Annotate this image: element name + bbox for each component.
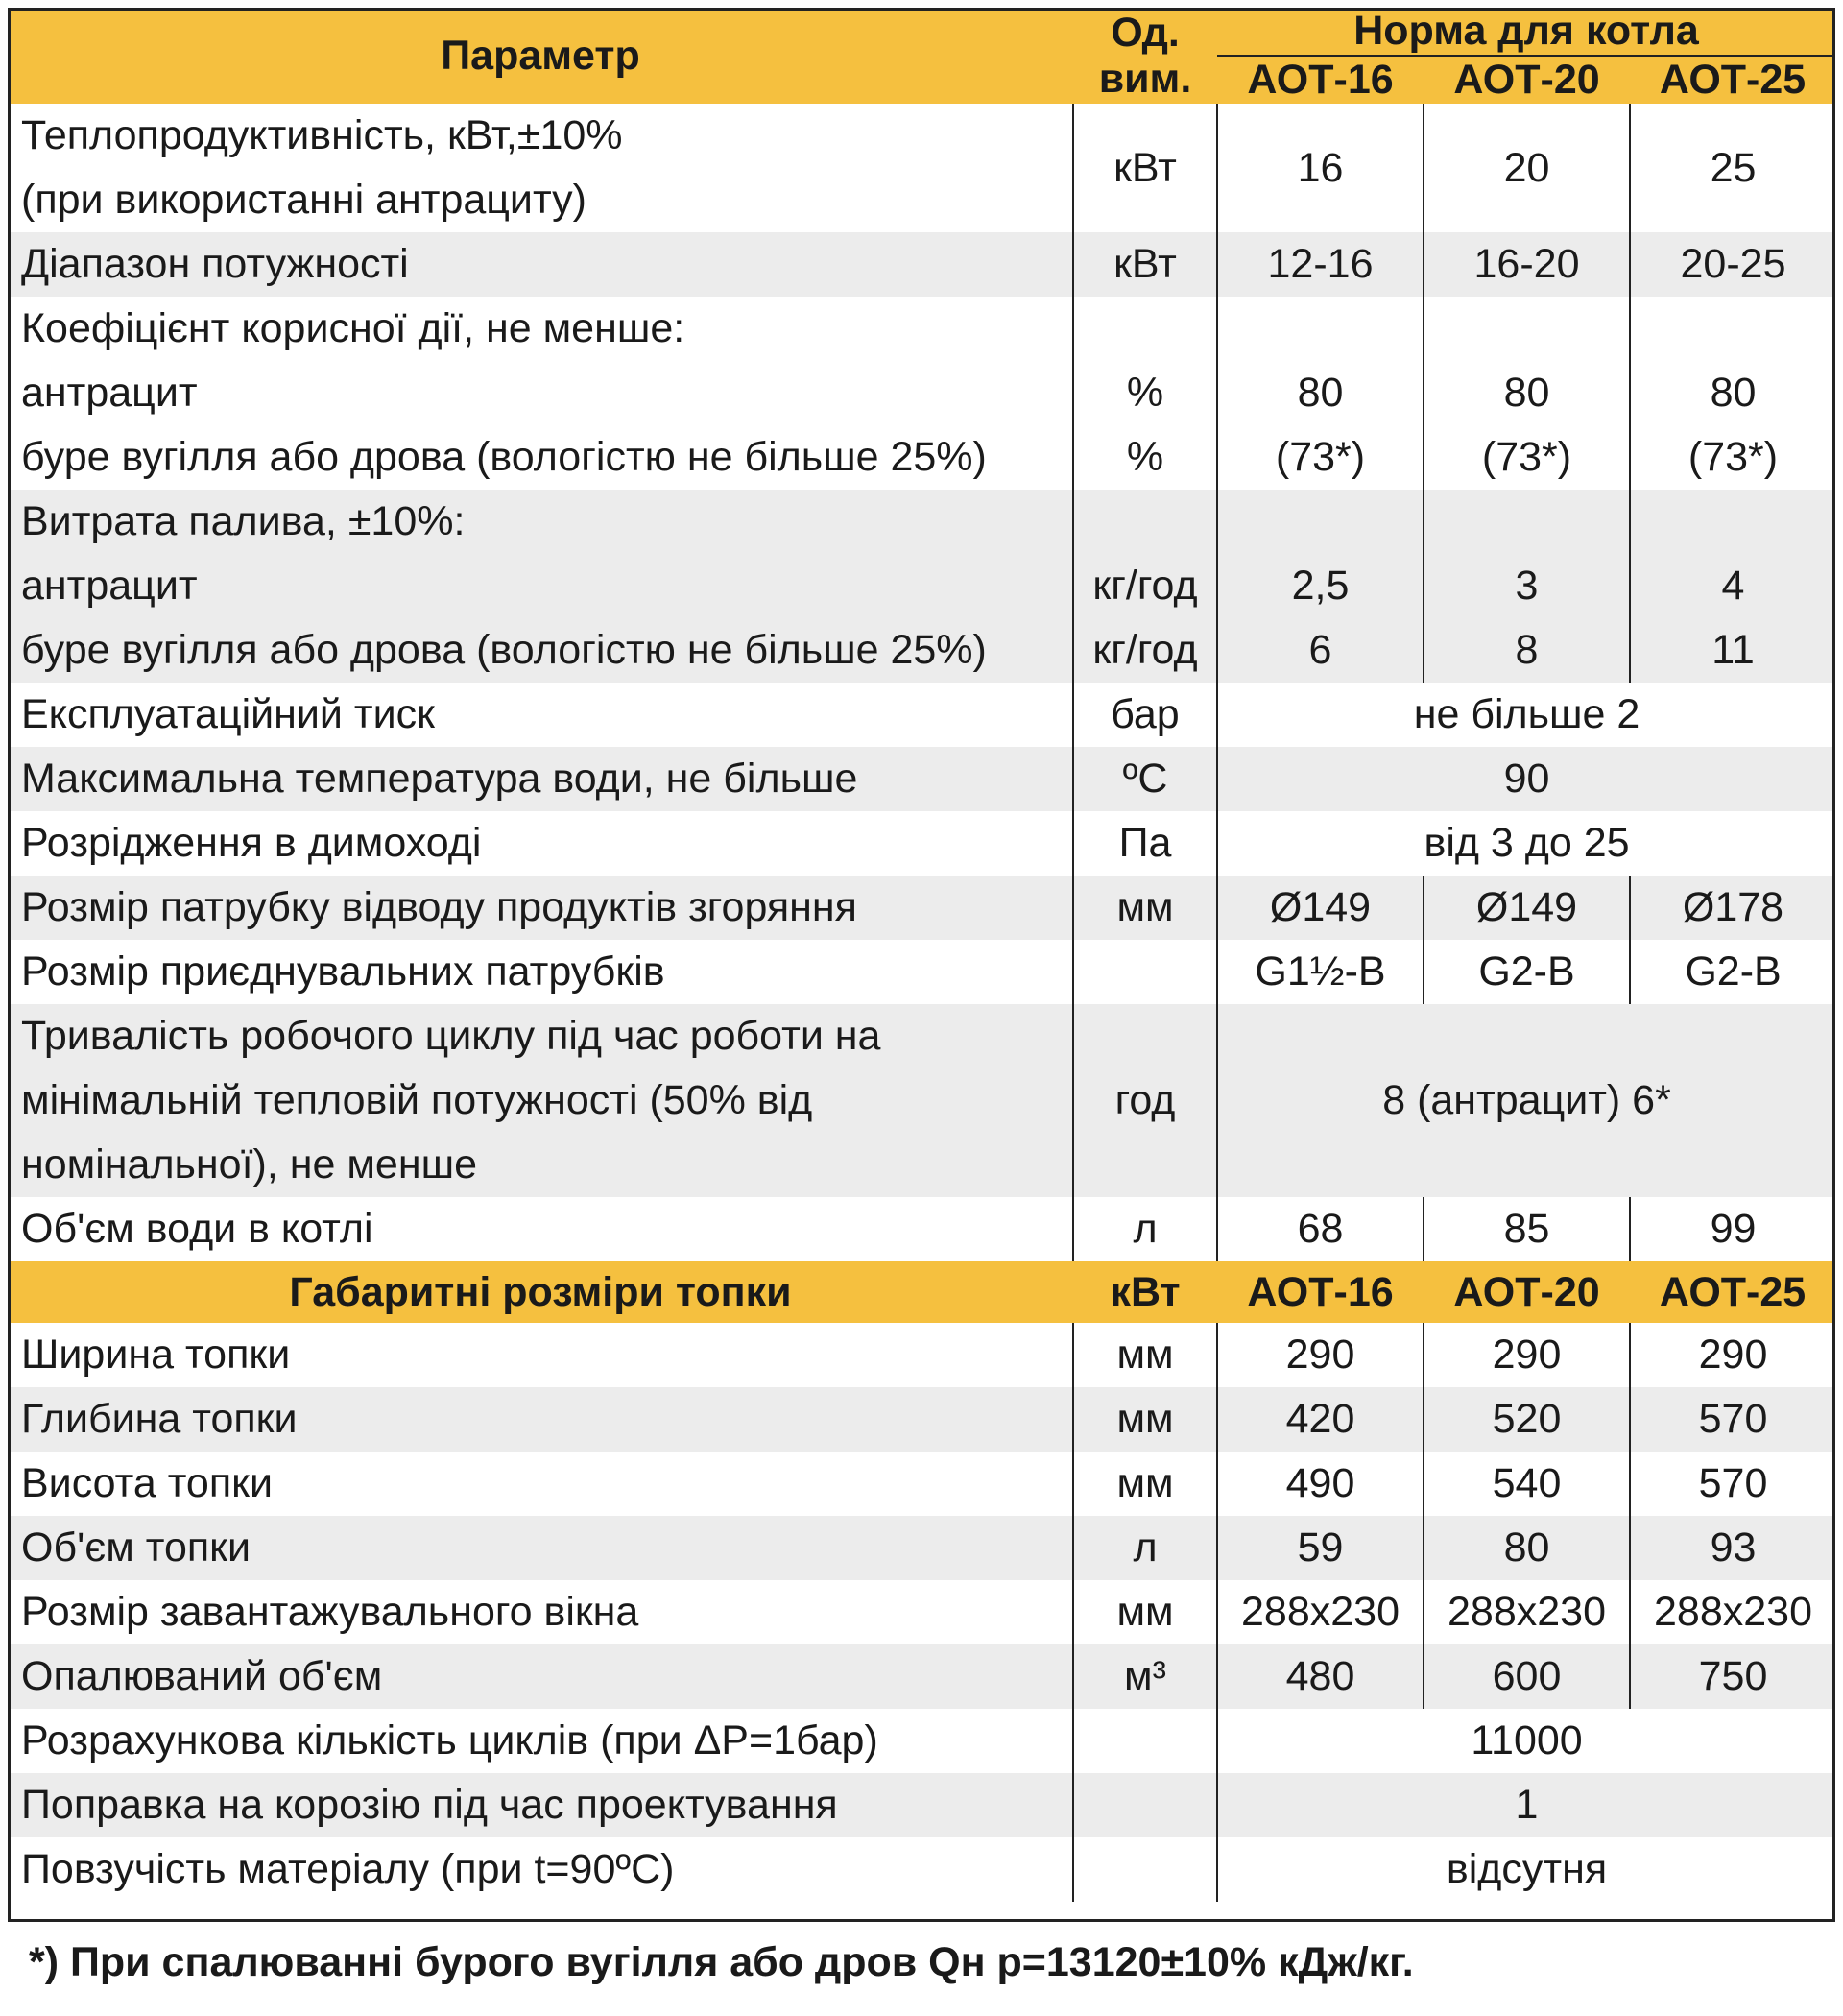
fuel-label-3: буре вугілля або дрова (вологістю не більше 25%) [21,627,987,673]
section2-unit: кВт [1073,1261,1217,1323]
cycle-label-3: номінальної), не менше [21,1141,477,1188]
value-cell-merged: 1 [1217,1773,1835,1837]
value-cell: 99 [1630,1197,1835,1261]
header-unit [1073,8,1217,104]
value-cell: 68 [1217,1197,1424,1261]
value-cell: 16-20 [1424,232,1630,297]
efficiency-label-2: антрацит [21,370,198,416]
row-cycle-duration [8,1004,1835,1197]
fuel-val: 6 [1308,627,1332,673]
value-cell: Ø178 [1630,876,1835,940]
unit-cell: м³ [1073,1644,1217,1709]
fuel-val: 2,5 [1291,563,1350,609]
unit-cell: мм [1073,1387,1217,1452]
value-cell: 59 [1217,1516,1424,1580]
param-label: Висота топки [8,1452,1073,1516]
efficiency-val: (73*) [1481,434,1572,480]
row-loading-window [8,1580,1835,1644]
value-cell: Ø149 [1217,876,1424,940]
param-label: Розрахункова кількість циклів (при ΔР=1бар) [8,1709,1073,1773]
unit-cell: л [1073,1197,1217,1261]
value-cell: 480 [1217,1644,1424,1709]
fuel-unit-3: кг/год [1092,627,1198,673]
value-cell: Ø149 [1424,876,1630,940]
value-cell: 16 [1217,104,1424,232]
fuel-label-2: антрацит [21,563,198,609]
param-label: Розрідження в димоході [8,811,1073,876]
param-label [8,104,1073,232]
param-label: Об'єм топки [8,1516,1073,1580]
fuel-val: 8 [1515,627,1539,673]
unit-cell: мм [1073,1580,1217,1644]
value-cell: 80 [1424,1516,1630,1580]
efficiency-label-1: Коефіцієнт корисної дії, не менше: [21,305,685,351]
value-cell [1424,490,1630,683]
section2-model-3: АОТ-25 [1630,1261,1835,1323]
efficiency-val: (73*) [1275,434,1366,480]
value-cell: 490 [1217,1452,1424,1516]
value-cell: 20 [1424,104,1630,232]
fuel-val: 11 [1711,627,1755,673]
efficiency-label-3: буре вугілля або дрова (вологістю не більше 25%) [21,434,987,480]
fuel-unit-2: кг/год [1092,563,1198,609]
row-corrosion [8,1773,1835,1837]
row-firebox-depth [8,1387,1835,1452]
row-firebox-width [8,1323,1835,1387]
row-power-range [8,232,1835,297]
fuel-label-1: Витрата палива, ±10%: [21,498,466,544]
value-cell: 25 [1630,104,1835,232]
header-param: Параметр [8,8,1073,104]
row-fuel-consumption [8,490,1835,683]
section2-header [8,1261,1835,1323]
value-cell: 85 [1424,1197,1630,1261]
row-pressure [8,683,1835,747]
value-cell [1217,490,1424,683]
efficiency-unit-2: % [1126,370,1164,416]
unit-cell: ºС [1073,747,1217,811]
footnote: *) При спалюванні бурого вугілля або дров Qн р=13120±10% кДж/кг. [29,1939,1414,1985]
unit-cell [1073,940,1217,1004]
unit-cell [1073,297,1217,490]
param-label: Максимальна температура води, не більше [8,747,1073,811]
value-cell: 288x230 [1424,1580,1630,1644]
unit-cell [1073,1837,1217,1902]
efficiency-val: 80 [1297,370,1344,416]
value-cell-merged: не більше 2 [1217,683,1835,747]
row-flue-size [8,876,1835,940]
cycle-label-2: мінімальній тепловій потужності (50% від [21,1077,813,1123]
value-cell-merged: 11000 [1217,1709,1835,1773]
efficiency-val: 80 [1710,370,1757,416]
unit-cell: мм [1073,876,1217,940]
value-cell-merged: 8 (антрацит) 6* [1217,1004,1835,1197]
efficiency-val: (73*) [1687,434,1779,480]
header-model-3: АОТ-25 [1630,56,1835,104]
unit-cell [1073,1773,1217,1837]
value-cell-merged: від 3 до 25 [1217,811,1835,876]
value-cell-merged: відсутня [1217,1837,1835,1902]
value-cell: 600 [1424,1644,1630,1709]
param-label [8,490,1073,683]
row-draft [8,811,1835,876]
unit-cell: мм [1073,1452,1217,1516]
value-cell: 750 [1630,1644,1835,1709]
value-cell [1630,490,1835,683]
value-cell: 290 [1424,1323,1630,1387]
param-label: Об'єм води в котлі [8,1197,1073,1261]
param-label: Поправка на корозію під час проектування [8,1773,1073,1837]
unit-cell: бар [1073,683,1217,747]
value-cell: 288x230 [1630,1580,1835,1644]
header-unit-line2: вим. [1098,56,1192,102]
row-creep [8,1837,1835,1902]
unit-cell: Па [1073,811,1217,876]
efficiency-unit-3: % [1126,434,1164,480]
value-cell-merged: 90 [1217,747,1835,811]
row-heated-volume [8,1644,1835,1709]
unit-cell: л [1073,1516,1217,1580]
param-label: Діапазон потужності [8,232,1073,297]
value-cell [1424,297,1630,490]
param-label: Ширина топки [8,1323,1073,1387]
fuel-val: 4 [1721,563,1745,609]
row-firebox-height [8,1452,1835,1516]
heat-output-label-1: Теплопродуктивність, кВт,±10% [21,112,623,158]
param-label: Глибина топки [8,1387,1073,1452]
value-cell: 520 [1424,1387,1630,1452]
value-cell: 540 [1424,1452,1630,1516]
unit-cell [1073,490,1217,683]
value-cell: 12-16 [1217,232,1424,297]
header-unit-line1: Од. [1111,10,1180,56]
value-cell: G2-В [1630,940,1835,1004]
row-heat-output [8,104,1835,232]
heat-output-label-2: (при використанні антрациту) [21,177,586,223]
section2-title: Габаритні розміри топки [8,1261,1073,1323]
value-cell: 20-25 [1630,232,1835,297]
value-cell: 570 [1630,1452,1835,1516]
value-cell [1217,297,1424,490]
value-cell [1630,297,1835,490]
header-model-1: АОТ-16 [1217,56,1424,104]
row-connection-size [8,940,1835,1004]
param-label: Експлуатаційний тиск [8,683,1073,747]
value-cell: 290 [1630,1323,1835,1387]
value-cell: G1½-В [1217,940,1424,1004]
section2-model-2: АОТ-20 [1424,1261,1630,1323]
unit-cell: кВт [1073,232,1217,297]
section2-model-1: АОТ-16 [1217,1261,1424,1323]
row-firebox-volume [8,1516,1835,1580]
param-label [8,297,1073,490]
param-label [8,1004,1073,1197]
param-label: Повзучість матеріалу (при t=90ºС) [8,1837,1073,1902]
unit-cell: мм [1073,1323,1217,1387]
value-cell: G2-В [1424,940,1630,1004]
cycle-label-1: Тривалість робочого циклу під час роботи на [21,1013,881,1059]
fuel-val: 3 [1515,563,1539,609]
param-label: Розмір приєднувальних патрубків [8,940,1073,1004]
value-cell: 420 [1217,1387,1424,1452]
row-max-temp [8,747,1835,811]
param-label: Розмір патрубку відводу продуктів згоряння [8,876,1073,940]
value-cell: 570 [1630,1387,1835,1452]
header-norm: Норма для котла [1217,8,1835,56]
value-cell: 93 [1630,1516,1835,1580]
header-model-2: АОТ-20 [1424,56,1630,104]
value-cell: 290 [1217,1323,1424,1387]
spec-table [8,8,1835,1902]
row-water-volume [8,1197,1835,1261]
value-cell: 288x230 [1217,1580,1424,1644]
unit-cell [1073,1709,1217,1773]
unit-cell: кВт [1073,104,1217,232]
unit-cell: год [1073,1004,1217,1197]
param-label: Опалюваний об'єм [8,1644,1073,1709]
param-label: Розмір завантажувального вікна [8,1580,1073,1644]
row-cycles [8,1709,1835,1773]
row-efficiency [8,297,1835,490]
efficiency-val: 80 [1503,370,1550,416]
